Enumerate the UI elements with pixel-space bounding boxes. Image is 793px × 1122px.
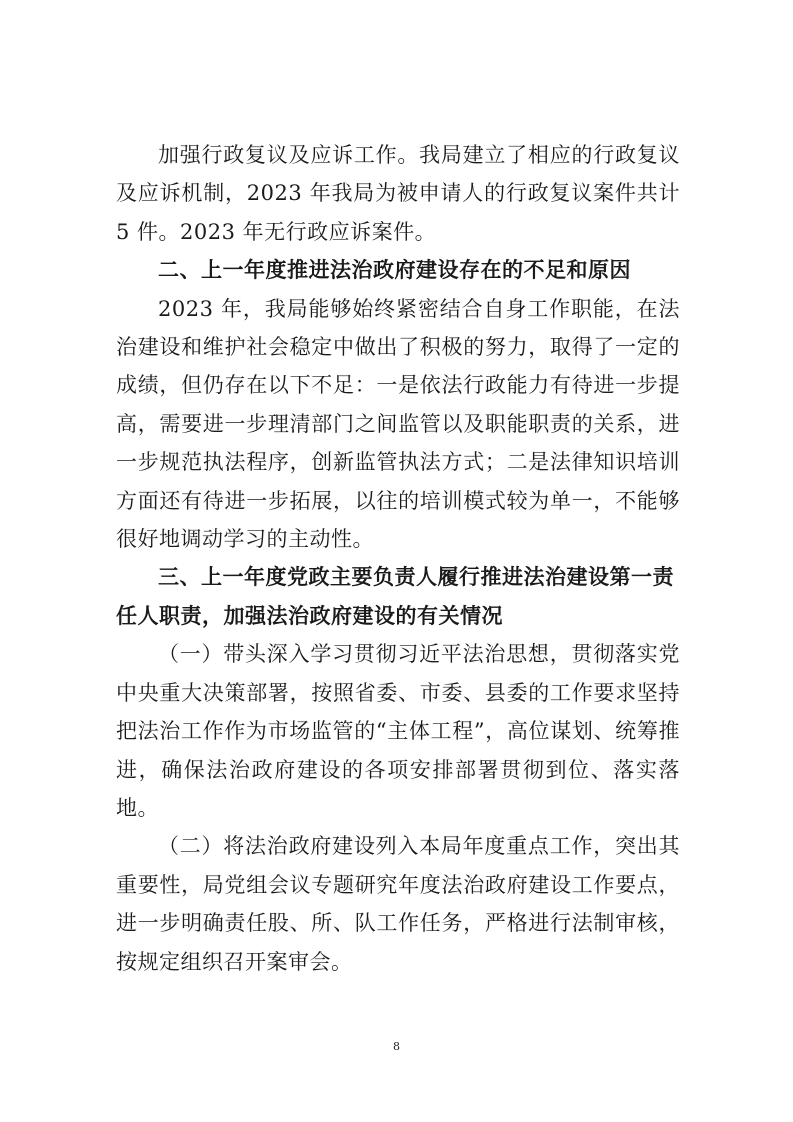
section-heading-shortcomings: 二、上一年度推进法治政府建设存在的不足和原因 [158, 258, 631, 283]
paragraph-leadership-item-2: （二）将法治政府建设列入本局年度重点工作，突出其重要性，局党组会议专题研究年度法治政府建设工作要点，进一步明确责任股、所、队工作任务，严格进行法制审核，按规定组织召开案审会。 [116, 834, 680, 974]
paragraph-leadership-item-1: （一）带头深入学习贯彻习近平法治思想，贯彻落实党中央重大决策部署，按照省委、市委、县委的工作要求坚持把法治工作作为市场监管的“主体工程”，高位谋划、统筹推进，确保法治政府建设的各项安排部署贯彻到位、落实落地。 [116, 642, 680, 820]
paragraph-administrative-review: 加强行政复议及应诉工作。我局建立了相应的行政复议及应诉机制，2023 年我局为被申请人的行政复议案件共计 5 件。2023 年无行政应诉案件。 [116, 143, 680, 244]
page-number: 8 [393, 1040, 400, 1053]
section-heading-leadership-duties: 三、上一年度党政主要负责人履行推进法治建设第一责任人职责，加强法治政府建设的有关情况 [116, 565, 674, 628]
paragraph-shortcomings: 2023 年，我局能够始终紧密结合自身工作职能，在法治建设和维护社会稳定中做出了积极的努力，取得了一定的成绩，但仍存在以下不足：一是依法行政能力有待进一步提高，需要进一步理清部门之间监管以及职能职责的关系，进一步规范执法程序，创新监管执法方式；二是法律知识培训方面还有待进一步拓展，以往的培训模式较为单一，不能够很好地调动学习的主动性。 [116, 296, 680, 552]
document-body [116, 136, 680, 981]
